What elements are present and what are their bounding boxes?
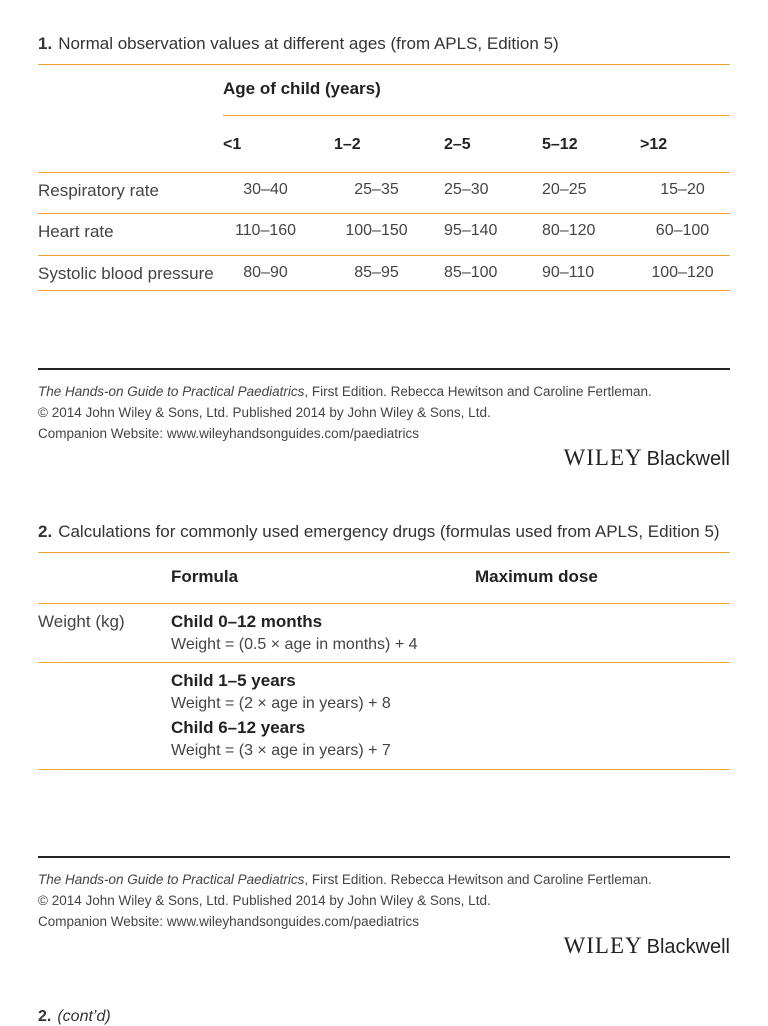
table-cell: 85–95 [354,264,399,281]
table-cell: 100–120 [651,264,714,281]
block3-title: Child 6–12 years [171,718,306,737]
age-header-rule [223,115,730,116]
table-cell: 80–120 [542,222,596,239]
age-header: Age of child (years) [223,79,381,98]
table-cell: 15–20 [660,181,705,198]
col-header-formula: Formula [171,567,239,586]
section3-number: 2. [38,1008,52,1025]
col-header-1-2: 1–2 [334,136,361,153]
table-cell: 30–40 [243,181,288,198]
brand-blackwell: Blackwell [646,936,730,958]
footer-line1: The Hands-on Guide to Practical Paediatrics, First Edition. Rebecca Hewitson and Caroline Fertleman. [38,384,652,399]
row-label-weight: Weight (kg) [38,612,125,631]
brand-wiley: WILEY [563,445,643,470]
block1-formula: Weight = (0.5 × age in months) + 4 [171,636,418,653]
wiley-blackwell-logo [564,445,730,471]
section2-header-rule [38,603,730,604]
footer-line1: The Hands-on Guide to Practical Paediatrics, First Edition. Rebecca Hewitson and Caroline Fertleman. [38,872,652,887]
table-bottom-rule [38,290,730,291]
book-title: The Hands-on Guide to Practical Paediatrics [38,384,305,399]
col-header-5-12: 5–12 [542,136,578,153]
row-label-systolic-bp: Systolic blood pressure [38,264,214,283]
footer-line2: © 2014 John Wiley & Sons, Ltd. Published 2014 by John Wiley & Sons, Ltd. [38,405,491,420]
block2-formula: Weight = (2 × age in years) + 8 [171,695,391,712]
section1-top-rule [38,64,730,65]
table-cell: 85–100 [444,264,498,281]
section2-heading [38,522,720,542]
wiley-blackwell-logo [564,933,730,959]
section2-bottom-rule [38,769,730,770]
section2-title: Calculations for commonly used emergency drugs (formulas used from APLS, Edition 5) [58,522,720,541]
table-cell: 25–30 [444,181,489,198]
row-label-respiratory: Respiratory rate [38,181,159,200]
section1-heading [38,34,559,54]
section2-number: 2. [38,522,53,541]
footer-citation [38,381,652,444]
col-header-max-dose: Maximum dose [475,567,598,586]
book-title: The Hands-on Guide to Practical Paediatrics [38,872,305,887]
section3-heading [38,1008,111,1026]
table-cell: 25–35 [354,181,399,198]
table-cell: 110–160 [234,222,297,239]
brand-wiley: WILEY [563,933,643,958]
footer-line3: Companion Website: www.wileyhandsonguides.com/paediatrics [38,426,419,441]
section3-title: (cont’d) [57,1008,111,1025]
brand-blackwell: Blackwell [646,448,730,470]
block1-title: Child 0–12 months [171,612,323,631]
col-header-2-5: 2–5 [444,136,471,153]
col-header-under1: <1 [223,136,242,153]
table-cell: 100–150 [345,222,408,239]
footer-citation [38,869,652,932]
row-label-heart-rate: Heart rate [38,222,114,241]
footer-line2: © 2014 John Wiley & Sons, Ltd. Published 2014 by John Wiley & Sons, Ltd. [38,893,491,908]
block3-formula: Weight = (3 × age in years) + 7 [171,742,391,759]
table-cell: 95–140 [444,222,498,239]
footer-rule [38,856,730,858]
table-cell: 60–100 [655,222,710,239]
row-rule [38,213,730,214]
table-cell: 80–90 [243,264,288,281]
section1-title: Normal observation values at different ages (from APLS, Edition 5) [58,34,559,53]
footer-rule [38,368,730,370]
section1-number: 1. [38,34,53,53]
footer-line3: Companion Website: www.wileyhandsonguides.com/paediatrics [38,914,419,929]
section2-row-rule [38,662,730,663]
table-cell: 20–25 [542,181,587,198]
section2-top-rule [38,552,730,553]
col-header-over12: >12 [640,136,668,153]
block2-title: Child 1–5 years [171,671,296,690]
header-bottom-rule [38,172,730,173]
table-cell: 90–110 [542,264,595,281]
row-rule [38,255,730,256]
